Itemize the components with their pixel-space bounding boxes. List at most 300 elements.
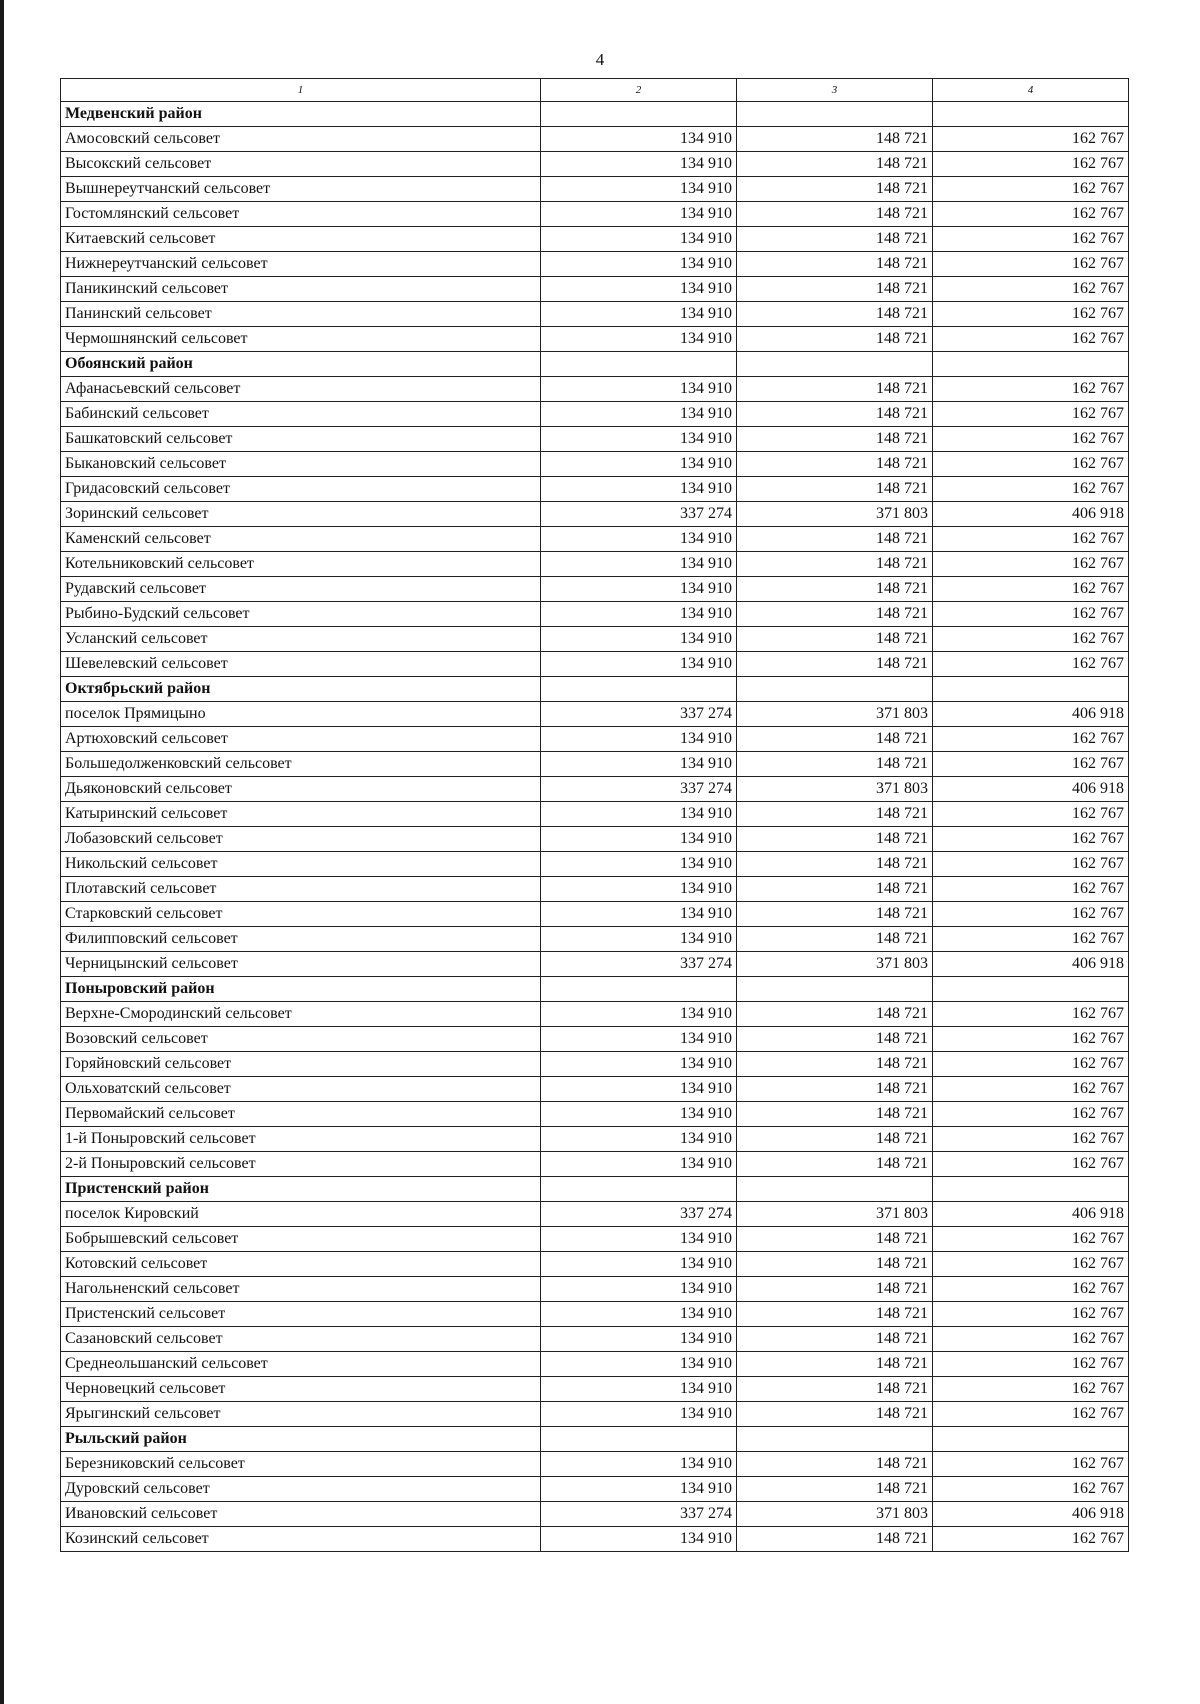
municipality-name: Артюховский сельсовет [61, 727, 541, 752]
value-cell-col-3: 371 803 [737, 702, 933, 727]
municipality-name: Сазановский сельсовет [61, 1327, 541, 1352]
value-cell-col-3: 371 803 [737, 777, 933, 802]
value-cell-col-3: 148 721 [737, 427, 933, 452]
value-cell-col-4 [933, 677, 1129, 702]
value-cell-col-4: 162 767 [933, 1252, 1129, 1277]
municipality-name: Нагольненский сельсовет [61, 1277, 541, 1302]
value-cell-col-2: 134 910 [541, 827, 737, 852]
value-cell-col-2: 134 910 [541, 377, 737, 402]
table-row [61, 1477, 1129, 1502]
district-header-row [61, 1177, 1129, 1202]
table-row [61, 252, 1129, 277]
value-cell-col-4: 162 767 [933, 402, 1129, 427]
value-cell-col-3 [737, 352, 933, 377]
district-name: Поныровский район [61, 977, 541, 1002]
value-cell-col-4: 162 767 [933, 152, 1129, 177]
value-cell-col-3: 148 721 [737, 452, 933, 477]
municipality-name: Амосовский сельсовет [61, 127, 541, 152]
value-cell-col-2: 134 910 [541, 1027, 737, 1052]
value-cell-col-3: 148 721 [737, 277, 933, 302]
value-cell-col-3 [737, 977, 933, 1002]
municipality-name: Усланский сельсовет [61, 627, 541, 652]
value-cell-col-3: 148 721 [737, 927, 933, 952]
district-name: Обоянский район [61, 352, 541, 377]
value-cell-col-4: 162 767 [933, 127, 1129, 152]
value-cell-col-4: 162 767 [933, 1327, 1129, 1352]
value-cell-col-4: 162 767 [933, 377, 1129, 402]
table-row [61, 402, 1129, 427]
value-cell-col-4: 162 767 [933, 477, 1129, 502]
value-cell-col-2: 134 910 [541, 652, 737, 677]
table-row [61, 1127, 1129, 1152]
municipality-name: Старковский сельсовет [61, 902, 541, 927]
column-number-row [61, 79, 1129, 102]
value-cell-col-2: 337 274 [541, 1202, 737, 1227]
value-cell-col-4 [933, 977, 1129, 1002]
value-cell-col-4: 162 767 [933, 652, 1129, 677]
value-cell-col-2 [541, 677, 737, 702]
value-cell-col-2: 134 910 [541, 627, 737, 652]
value-cell-col-2 [541, 1427, 737, 1452]
table-row [61, 502, 1129, 527]
value-cell-col-4: 162 767 [933, 452, 1129, 477]
municipality-name: Козинский сельсовет [61, 1527, 541, 1552]
value-cell-col-3: 148 721 [737, 1302, 933, 1327]
table-row [61, 1027, 1129, 1052]
value-cell-col-3: 148 721 [737, 1352, 933, 1377]
table-row [61, 1102, 1129, 1127]
value-cell-col-2 [541, 352, 737, 377]
municipality-name: Березниковский сельсовет [61, 1452, 541, 1477]
municipality-name: Плотавский сельсовет [61, 877, 541, 902]
value-cell-col-2: 134 910 [541, 327, 737, 352]
value-cell-col-4: 162 767 [933, 927, 1129, 952]
table-row [61, 1527, 1129, 1552]
value-cell-col-2: 134 910 [541, 1002, 737, 1027]
value-cell-col-4: 162 767 [933, 302, 1129, 327]
value-cell-col-4: 162 767 [933, 877, 1129, 902]
value-cell-col-3: 148 721 [737, 1527, 933, 1552]
municipality-name: Нижнереутчанский сельсовет [61, 252, 541, 277]
value-cell-col-2: 134 910 [541, 277, 737, 302]
municipality-name: Среднеольшанский сельсовет [61, 1352, 541, 1377]
table-row [61, 852, 1129, 877]
value-cell-col-2: 134 910 [541, 1377, 737, 1402]
value-cell-col-2: 134 910 [541, 602, 737, 627]
value-cell-col-3: 148 721 [737, 852, 933, 877]
municipality-name: Рыбино-Будский сельсовет [61, 602, 541, 627]
table-row [61, 1402, 1129, 1427]
value-cell-col-2: 337 274 [541, 1502, 737, 1527]
municipality-name: Катыринский сельсовет [61, 802, 541, 827]
district-header-row [61, 102, 1129, 127]
value-cell-col-4: 162 767 [933, 752, 1129, 777]
municipality-name: Котовский сельсовет [61, 1252, 541, 1277]
value-cell-col-2: 134 910 [541, 1352, 737, 1377]
value-cell-col-2: 134 910 [541, 177, 737, 202]
value-cell-col-3: 148 721 [737, 227, 933, 252]
value-cell-col-2: 134 910 [541, 427, 737, 452]
table-row [61, 552, 1129, 577]
table-row [61, 602, 1129, 627]
table-row [61, 1277, 1129, 1302]
value-cell-col-2: 134 910 [541, 727, 737, 752]
value-cell-col-3: 371 803 [737, 1502, 933, 1527]
municipality-name: Афанасьевский сельсовет [61, 377, 541, 402]
table-row [61, 927, 1129, 952]
municipality-name: Ивановский сельсовет [61, 1502, 541, 1527]
value-cell-col-3: 148 721 [737, 827, 933, 852]
value-cell-col-4: 162 767 [933, 552, 1129, 577]
district-header-row [61, 1427, 1129, 1452]
table-row [61, 302, 1129, 327]
value-cell-col-3: 148 721 [737, 652, 933, 677]
column-header-3: 3 [737, 79, 933, 102]
value-cell-col-2: 134 910 [541, 252, 737, 277]
value-cell-col-2: 134 910 [541, 202, 737, 227]
value-cell-col-4: 162 767 [933, 1102, 1129, 1127]
page-number: 4 [595, 50, 605, 69]
value-cell-col-4: 162 767 [933, 1027, 1129, 1052]
value-cell-col-4: 406 918 [933, 777, 1129, 802]
value-cell-col-4: 406 918 [933, 1502, 1129, 1527]
municipality-name: Гостомлянский сельсовет [61, 202, 541, 227]
value-cell-col-4: 162 767 [933, 1352, 1129, 1377]
table-row [61, 827, 1129, 852]
value-cell-col-2: 134 910 [541, 1477, 737, 1502]
table-row [61, 727, 1129, 752]
municipality-name: поселок Кировский [61, 1202, 541, 1227]
value-cell-col-2: 134 910 [541, 552, 737, 577]
municipality-name: Рудавский сельсовет [61, 577, 541, 602]
municipality-name: Филипповский сельсовет [61, 927, 541, 952]
table-row [61, 1077, 1129, 1102]
value-cell-col-3: 148 721 [737, 727, 933, 752]
value-cell-col-2: 134 910 [541, 302, 737, 327]
value-cell-col-4: 162 767 [933, 252, 1129, 277]
value-cell-col-2: 134 910 [541, 1152, 737, 1177]
value-cell-col-4: 406 918 [933, 1202, 1129, 1227]
value-cell-col-3: 148 721 [737, 377, 933, 402]
value-cell-col-3 [737, 677, 933, 702]
value-cell-col-4: 162 767 [933, 852, 1129, 877]
column-header-1: 1 [61, 79, 541, 102]
municipality-name: Горяйновский сельсовет [61, 1052, 541, 1077]
value-cell-col-4: 162 767 [933, 1002, 1129, 1027]
value-cell-col-2: 134 910 [541, 1452, 737, 1477]
value-cell-col-2: 134 910 [541, 1227, 737, 1252]
value-cell-col-4: 162 767 [933, 202, 1129, 227]
value-cell-col-3: 148 721 [737, 127, 933, 152]
value-cell-col-4: 162 767 [933, 1127, 1129, 1152]
value-cell-col-3: 371 803 [737, 952, 933, 977]
value-cell-col-3: 148 721 [737, 627, 933, 652]
value-cell-col-3: 148 721 [737, 577, 933, 602]
value-cell-col-3 [737, 1177, 933, 1202]
municipality-name: Пристенский сельсовет [61, 1302, 541, 1327]
municipality-name: Черновецкий сельсовет [61, 1377, 541, 1402]
value-cell-col-4: 406 918 [933, 952, 1129, 977]
value-cell-col-4: 162 767 [933, 577, 1129, 602]
table-row [61, 1327, 1129, 1352]
value-cell-col-4: 162 767 [933, 177, 1129, 202]
municipality-name: Ольховатский сельсовет [61, 1077, 541, 1102]
scan-edge-rule [0, 0, 4, 1704]
value-cell-col-2 [541, 977, 737, 1002]
value-cell-col-4: 162 767 [933, 602, 1129, 627]
value-cell-col-3: 148 721 [737, 477, 933, 502]
table-row [61, 202, 1129, 227]
table-row [61, 1002, 1129, 1027]
municipality-name: Башкатовский сельсовет [61, 427, 541, 452]
value-cell-col-4: 162 767 [933, 802, 1129, 827]
table-row [61, 477, 1129, 502]
municipality-name: Зоринский сельсовет [61, 502, 541, 527]
municipality-name: Высокский сельсовет [61, 152, 541, 177]
value-cell-col-4: 406 918 [933, 702, 1129, 727]
municipality-name: Бобрышевский сельсовет [61, 1227, 541, 1252]
municipality-name: Каменский сельсовет [61, 527, 541, 552]
municipality-name: Вышнереутчанский сельсовет [61, 177, 541, 202]
value-cell-col-4: 162 767 [933, 1452, 1129, 1477]
municipality-name: Китаевский сельсовет [61, 227, 541, 252]
value-cell-col-2: 134 910 [541, 527, 737, 552]
municipality-name: Никольский сельсовет [61, 852, 541, 877]
municipality-name: Первомайский сельсовет [61, 1102, 541, 1127]
value-cell-col-2: 134 910 [541, 927, 737, 952]
value-cell-col-2: 134 910 [541, 1527, 737, 1552]
municipality-name: Гридасовский сельсовет [61, 477, 541, 502]
value-cell-col-2: 337 274 [541, 777, 737, 802]
value-cell-col-4: 162 767 [933, 1527, 1129, 1552]
value-cell-col-3: 148 721 [737, 1027, 933, 1052]
value-cell-col-4: 406 918 [933, 502, 1129, 527]
value-cell-col-3: 148 721 [737, 177, 933, 202]
value-cell-col-4: 162 767 [933, 1477, 1129, 1502]
value-cell-col-4: 162 767 [933, 227, 1129, 252]
table-row [61, 1452, 1129, 1477]
value-cell-col-4: 162 767 [933, 727, 1129, 752]
table-row [61, 1052, 1129, 1077]
table-row [61, 1252, 1129, 1277]
value-cell-col-2: 134 910 [541, 1102, 737, 1127]
value-cell-col-4: 162 767 [933, 277, 1129, 302]
value-cell-col-3 [737, 1427, 933, 1452]
value-cell-col-2 [541, 1177, 737, 1202]
value-cell-col-3: 148 721 [737, 902, 933, 927]
value-cell-col-2: 134 910 [541, 1327, 737, 1352]
municipality-name: Черницынский сельсовет [61, 952, 541, 977]
allocation-table [60, 78, 1129, 1552]
value-cell-col-3: 148 721 [737, 1452, 933, 1477]
value-cell-col-4: 162 767 [933, 627, 1129, 652]
table-row [61, 902, 1129, 927]
district-header-row [61, 677, 1129, 702]
column-header-4: 4 [933, 79, 1129, 102]
municipality-name: Лобазовский сельсовет [61, 827, 541, 852]
value-cell-col-4: 162 767 [933, 1277, 1129, 1302]
value-cell-col-2: 134 910 [541, 1052, 737, 1077]
value-cell-col-3: 371 803 [737, 502, 933, 527]
value-cell-col-3: 148 721 [737, 1002, 933, 1027]
value-cell-col-3: 148 721 [737, 1102, 933, 1127]
value-cell-col-2: 134 910 [541, 577, 737, 602]
municipality-name: 2-й Поныровский сельсовет [61, 1152, 541, 1177]
table-row [61, 802, 1129, 827]
value-cell-col-3 [737, 102, 933, 127]
value-cell-col-2: 134 910 [541, 1077, 737, 1102]
value-cell-col-4: 162 767 [933, 1227, 1129, 1252]
value-cell-col-2: 134 910 [541, 1127, 737, 1152]
municipality-name: Шевелевский сельсовет [61, 652, 541, 677]
value-cell-col-3: 148 721 [737, 1127, 933, 1152]
value-cell-col-3: 148 721 [737, 1077, 933, 1102]
district-header-row [61, 977, 1129, 1002]
table-row [61, 577, 1129, 602]
table-row [61, 152, 1129, 177]
table-row [61, 777, 1129, 802]
value-cell-col-3: 148 721 [737, 1152, 933, 1177]
table-row [61, 1352, 1129, 1377]
value-cell-col-2: 134 910 [541, 452, 737, 477]
table-header [61, 79, 1129, 102]
district-header-row [61, 352, 1129, 377]
municipality-name: Чермошнянский сельсовет [61, 327, 541, 352]
table-row [61, 427, 1129, 452]
table-row [61, 1152, 1129, 1177]
value-cell-col-2: 134 910 [541, 127, 737, 152]
municipality-name: 1-й Поныровский сельсовет [61, 1127, 541, 1152]
value-cell-col-4: 162 767 [933, 427, 1129, 452]
table-row [61, 627, 1129, 652]
value-cell-col-3: 148 721 [737, 302, 933, 327]
value-cell-col-4: 162 767 [933, 1377, 1129, 1402]
municipality-name: Паникинский сельсовет [61, 277, 541, 302]
value-cell-col-4: 162 767 [933, 1077, 1129, 1102]
value-cell-col-3: 148 721 [737, 252, 933, 277]
value-cell-col-4 [933, 352, 1129, 377]
value-cell-col-4 [933, 102, 1129, 127]
value-cell-col-3: 148 721 [737, 1052, 933, 1077]
table-row [61, 377, 1129, 402]
municipality-name: Дуровский сельсовет [61, 1477, 541, 1502]
value-cell-col-3: 148 721 [737, 1277, 933, 1302]
municipality-name: Быкановский сельсовет [61, 452, 541, 477]
municipality-name: Бабинский сельсовет [61, 402, 541, 427]
municipality-name: поселок Прямицыно [61, 702, 541, 727]
value-cell-col-2: 337 274 [541, 702, 737, 727]
value-cell-col-3: 148 721 [737, 152, 933, 177]
table-row [61, 227, 1129, 252]
municipality-name: Возовский сельсовет [61, 1027, 541, 1052]
district-name: Рыльский район [61, 1427, 541, 1452]
table-row [61, 177, 1129, 202]
table-row [61, 1302, 1129, 1327]
value-cell-col-3: 148 721 [737, 1402, 933, 1427]
value-cell-col-2: 134 910 [541, 1402, 737, 1427]
value-cell-col-3: 148 721 [737, 1227, 933, 1252]
table-row [61, 877, 1129, 902]
municipality-name: Котельниковский сельсовет [61, 552, 541, 577]
value-cell-col-3: 148 721 [737, 1327, 933, 1352]
value-cell-col-3: 148 721 [737, 802, 933, 827]
municipality-name: Панинский сельсовет [61, 302, 541, 327]
table-row [61, 1502, 1129, 1527]
value-cell-col-4: 162 767 [933, 1052, 1129, 1077]
value-cell-col-2: 134 910 [541, 877, 737, 902]
value-cell-col-2: 134 910 [541, 402, 737, 427]
table-row [61, 752, 1129, 777]
value-cell-col-3: 148 721 [737, 1252, 933, 1277]
value-cell-col-3: 371 803 [737, 1202, 933, 1227]
district-name: Медвенский район [61, 102, 541, 127]
district-name: Пристенский район [61, 1177, 541, 1202]
table-row [61, 127, 1129, 152]
value-cell-col-4 [933, 1427, 1129, 1452]
table-body [61, 102, 1129, 1552]
value-cell-col-2: 337 274 [541, 952, 737, 977]
value-cell-col-4: 162 767 [933, 527, 1129, 552]
value-cell-col-2: 337 274 [541, 502, 737, 527]
table-row [61, 527, 1129, 552]
value-cell-col-4: 162 767 [933, 327, 1129, 352]
value-cell-col-4: 162 767 [933, 1152, 1129, 1177]
value-cell-col-3: 148 721 [737, 527, 933, 552]
value-cell-col-2: 134 910 [541, 752, 737, 777]
value-cell-col-4: 162 767 [933, 1402, 1129, 1427]
value-cell-col-2: 134 910 [541, 1302, 737, 1327]
value-cell-col-2: 134 910 [541, 852, 737, 877]
value-cell-col-2: 134 910 [541, 227, 737, 252]
table-row [61, 277, 1129, 302]
value-cell-col-2 [541, 102, 737, 127]
value-cell-col-3: 148 721 [737, 327, 933, 352]
value-cell-col-4: 162 767 [933, 827, 1129, 852]
value-cell-col-3: 148 721 [737, 402, 933, 427]
table-row [61, 1202, 1129, 1227]
municipality-name: Верхне-Смородинский сельсовет [61, 1002, 541, 1027]
value-cell-col-4 [933, 1177, 1129, 1202]
municipality-name: Дьяконовский сельсовет [61, 777, 541, 802]
column-header-2: 2 [541, 79, 737, 102]
value-cell-col-2: 134 910 [541, 902, 737, 927]
value-cell-col-3: 148 721 [737, 202, 933, 227]
table-row [61, 327, 1129, 352]
value-cell-col-2: 134 910 [541, 1252, 737, 1277]
municipality-name: Ярыгинский сельсовет [61, 1402, 541, 1427]
value-cell-col-3: 148 721 [737, 752, 933, 777]
value-cell-col-3: 148 721 [737, 1477, 933, 1502]
table-row [61, 652, 1129, 677]
value-cell-col-3: 148 721 [737, 1377, 933, 1402]
table-row [61, 702, 1129, 727]
value-cell-col-2: 134 910 [541, 477, 737, 502]
table-row [61, 1227, 1129, 1252]
value-cell-col-3: 148 721 [737, 877, 933, 902]
value-cell-col-2: 134 910 [541, 152, 737, 177]
municipality-name: Большедолженковский сельсовет [61, 752, 541, 777]
value-cell-col-2: 134 910 [541, 1277, 737, 1302]
value-cell-col-3: 148 721 [737, 602, 933, 627]
value-cell-col-3: 148 721 [737, 552, 933, 577]
value-cell-col-2: 134 910 [541, 802, 737, 827]
table-row [61, 1377, 1129, 1402]
table-row [61, 452, 1129, 477]
district-name: Октябрьский район [61, 677, 541, 702]
table-row [61, 952, 1129, 977]
value-cell-col-4: 162 767 [933, 1302, 1129, 1327]
value-cell-col-4: 162 767 [933, 902, 1129, 927]
